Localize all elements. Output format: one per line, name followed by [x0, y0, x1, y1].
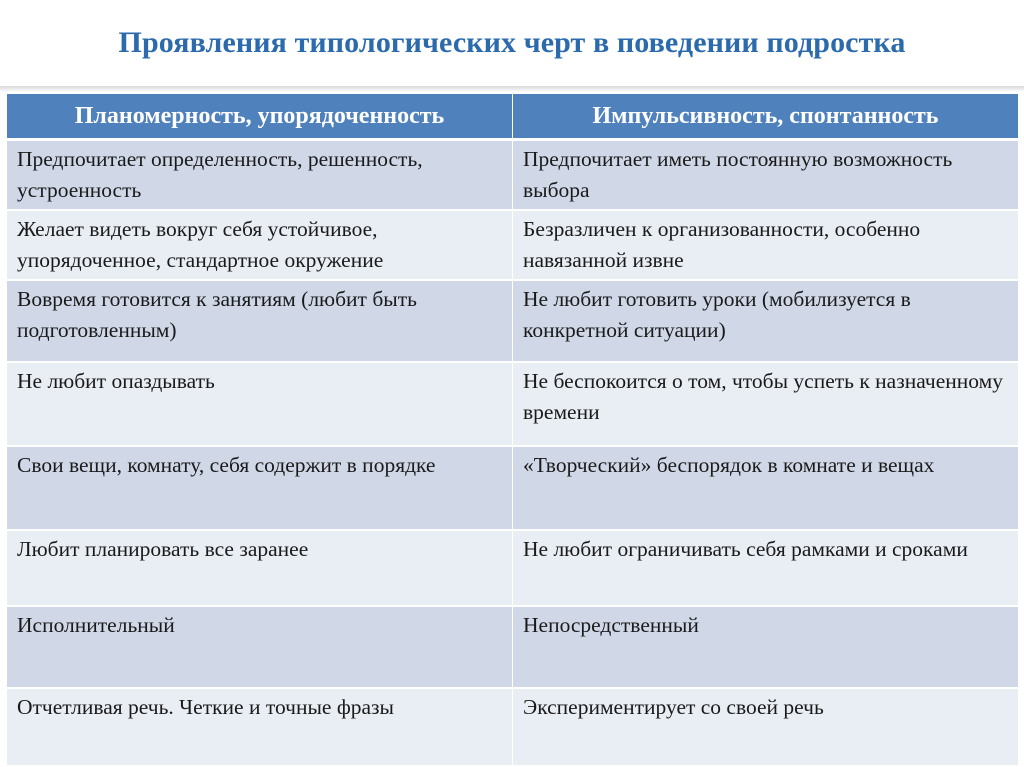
- table-cell: Экспериментирует со своей речь: [513, 688, 1019, 766]
- table-cell: Безразличен к организованности, особенно навязанной извне: [513, 210, 1019, 280]
- table-row: [7, 446, 1019, 530]
- table-cell: Не любит ограничивать себя рамками и сроками: [513, 530, 1019, 606]
- column-header-impulsive: Импульсивность, спонтанность: [513, 94, 1019, 140]
- column-header-planned: Планомерность, упорядоченность: [7, 94, 513, 140]
- table-row: [7, 362, 1019, 446]
- table-cell: Исполнительный: [7, 606, 513, 688]
- table-cell: Вовремя готовится к занятиям (любит быть подготовленным): [7, 280, 513, 362]
- table-cell: Не любит готовить уроки (мобилизуется в конкретной ситуации): [513, 280, 1019, 362]
- table-row: [7, 688, 1019, 766]
- table-cell: Свои вещи, комнату, себя содержит в порядке: [7, 446, 513, 530]
- table-header-row: [7, 94, 1019, 140]
- title-divider: [0, 86, 1024, 92]
- table-cell: Не любит опаздывать: [7, 362, 513, 446]
- comparison-table: [6, 93, 1019, 767]
- table-cell: Желает видеть вокруг себя устойчивое, упорядоченное, стандартное окружение: [7, 210, 513, 280]
- table-cell: Не беспокоится о том, чтобы успеть к назначенному времени: [513, 362, 1019, 446]
- table-row: [7, 280, 1019, 362]
- table-cell: Любит планировать все заранее: [7, 530, 513, 606]
- table-row: [7, 606, 1019, 688]
- table-cell: Предпочитает определенность, решенность, устроенность: [7, 140, 513, 210]
- table-row: [7, 210, 1019, 280]
- table-row: [7, 140, 1019, 210]
- table-cell: «Творческий» беспорядок в комнате и вещах: [513, 446, 1019, 530]
- table-cell: Предпочитает иметь постоянную возможность выбора: [513, 140, 1019, 210]
- page-title: Проявления типологических черт в поведении подростка: [118, 26, 906, 59]
- table-cell: Непосредственный: [513, 606, 1019, 688]
- table-row: [7, 530, 1019, 606]
- table-cell: Отчетливая речь. Четкие и точные фразы: [7, 688, 513, 766]
